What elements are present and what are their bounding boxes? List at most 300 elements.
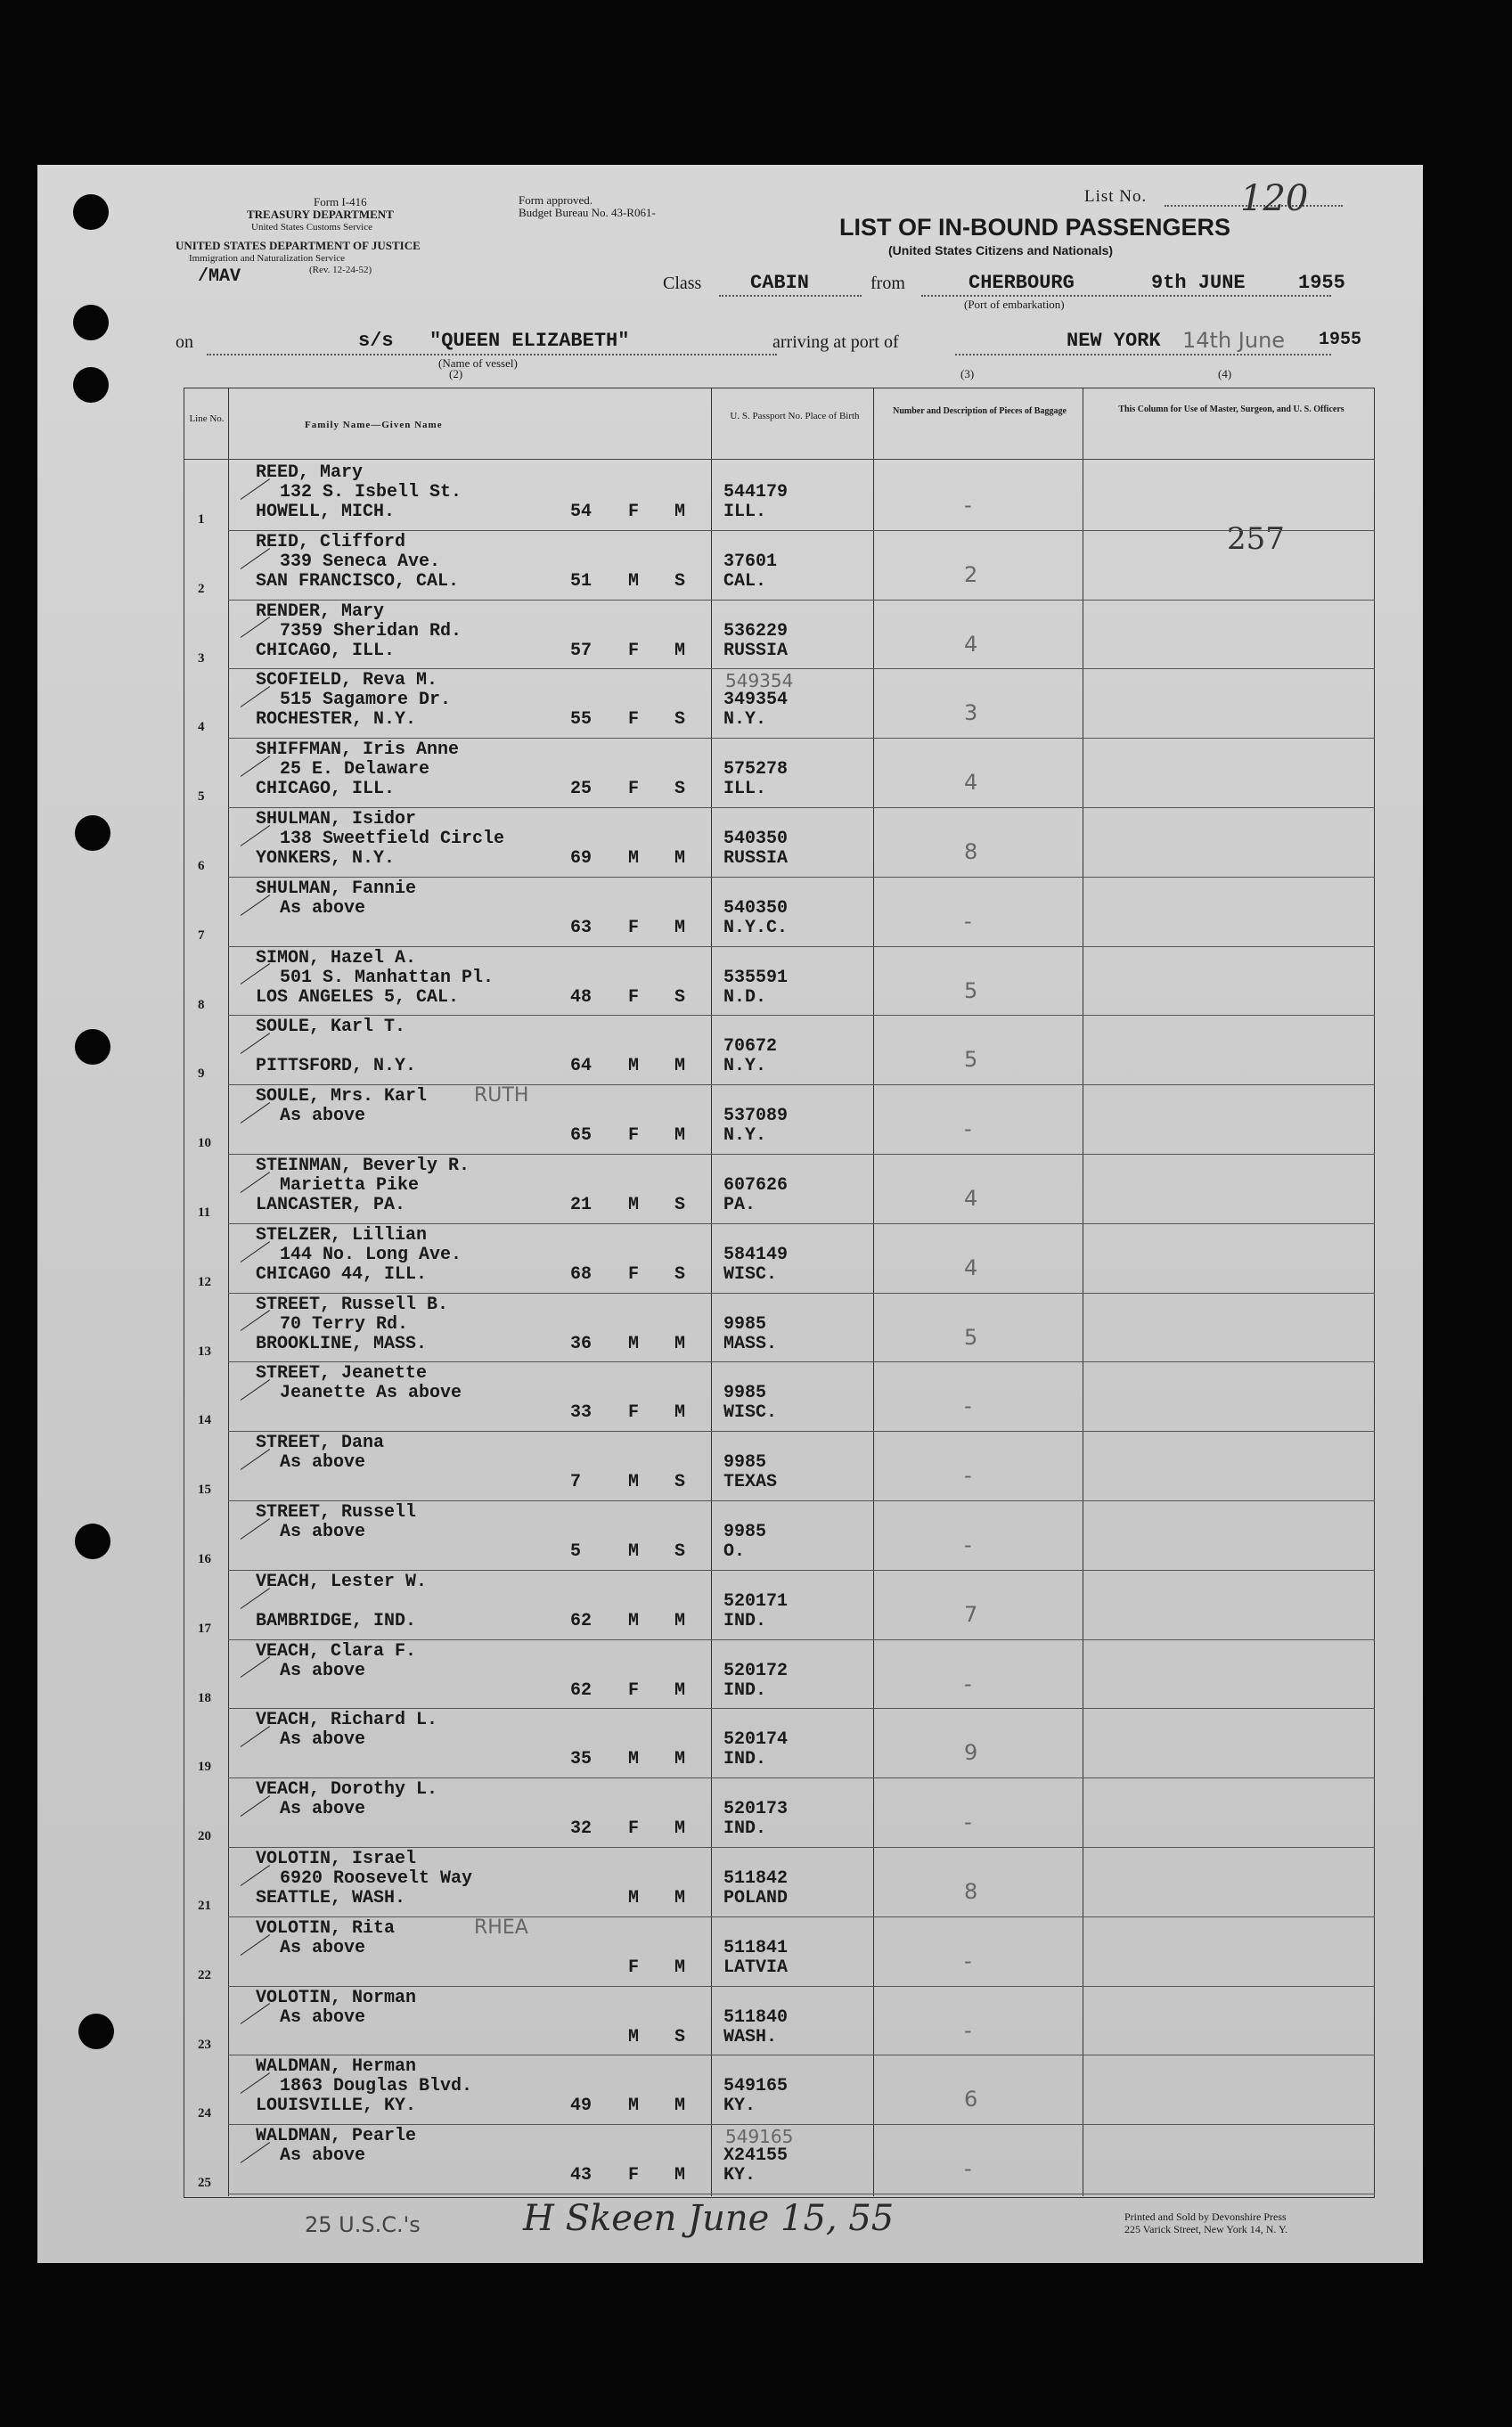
line-number: 12 [198, 1274, 211, 1289]
class-value: CABIN [750, 272, 810, 294]
baggage-count: - [964, 1532, 972, 1557]
passenger-name: STREET, Dana [256, 1433, 385, 1454]
passenger-name: VOLOTIN, Israel [256, 1849, 417, 1869]
passport-number: 520174 [723, 1729, 789, 1751]
list-no-value: 120 [1240, 178, 1309, 219]
passenger-name: VEACH, Dorothy L. [256, 1779, 438, 1801]
table-row [37, 1431, 1423, 1500]
age: 65 [570, 1125, 593, 1147]
place-of-birth: WISC. [723, 1263, 778, 1285]
passport-number: 575278 [723, 759, 789, 780]
place-of-birth: WASH. [723, 2026, 778, 2047]
address-line-2: LOUISVILLE, KY. [256, 2096, 417, 2117]
marital-status: M [674, 1125, 686, 1147]
marital-status: M [674, 1333, 686, 1354]
passenger-name: VEACH, Clara F. [256, 1640, 417, 1662]
vessel-note: (Name of vessel) [438, 356, 518, 370]
table-row [37, 877, 1423, 946]
sex: F [628, 1818, 640, 1840]
baggage-count: - [964, 1810, 972, 1835]
table-row [37, 1500, 1423, 1570]
address-line-2: LOS ANGELES 5, CAL. [256, 986, 460, 1008]
marital-status: M [674, 2165, 686, 2186]
table-row [37, 1916, 1423, 1986]
marital-status: S [674, 986, 686, 1008]
passport-number: 70672 [723, 1036, 778, 1058]
age: 21 [570, 1195, 593, 1215]
age: 51 [570, 570, 593, 592]
table-row [37, 1986, 1423, 2055]
address-line-1: As above [280, 2006, 366, 2028]
pencil-annotation: RHEA [474, 1916, 528, 1939]
vessel-line [207, 354, 777, 355]
passenger-name: SHULMAN, Fannie [256, 878, 417, 899]
col-number-2: (2) [449, 367, 463, 380]
vessel-value: "QUEEN ELIZABETH" [429, 330, 630, 352]
col-number-3: (3) [960, 367, 975, 380]
customs-service: United States Customs Service [251, 222, 372, 233]
mav-code: /MAV [198, 266, 241, 287]
line-number: 15 [198, 1483, 211, 1498]
passenger-name: SHIFFMAN, Iris Anne [256, 740, 460, 761]
passenger-name: VEACH, Richard L. [256, 1710, 438, 1731]
marital-status: S [674, 1472, 686, 1493]
inspector-signature: H Skeen June 15, 55 [523, 2198, 895, 2239]
sex: F [628, 1263, 640, 1285]
baggage-count: 4 [964, 1254, 978, 1280]
baggage-count: - [964, 908, 972, 934]
sex: F [628, 1679, 640, 1701]
address-line-1: As above [280, 1799, 366, 1820]
sex: M [628, 1333, 640, 1354]
table-row [37, 1708, 1423, 1777]
passenger-name: VOLOTIN, Norman [256, 1987, 417, 2008]
line-number: 25 [198, 2176, 211, 2191]
passport-number: 520173 [723, 1799, 789, 1820]
table-row [37, 1084, 1423, 1154]
marital-status: M [674, 2096, 686, 2117]
vessel-prefix: s/s [358, 330, 394, 352]
address-line-1: 1863 Douglas Blvd. [280, 2076, 473, 2097]
address-line-2: YONKERS, N.Y. [256, 848, 396, 869]
line-number: 5 [198, 789, 205, 805]
list-no-label: List No. [1084, 187, 1148, 206]
baggage-count: - [964, 1393, 972, 1419]
passenger-name: SOULE, Karl T. [256, 1017, 406, 1038]
arriving-label: arriving at port of [772, 332, 899, 352]
address-line-1: 138 Sweetfield Circle [280, 829, 505, 849]
baggage-count: 5 [964, 977, 978, 1003]
address-line-2: PITTSFORD, N.Y. [256, 1056, 417, 1077]
age: 55 [570, 709, 593, 731]
address-line-1: 7359 Sheridan Rd. [280, 620, 462, 641]
pencil-annotation: 549165 [725, 2126, 794, 2148]
table-row [37, 461, 1423, 530]
line-number: 17 [198, 1621, 211, 1636]
sex: F [628, 502, 640, 522]
total-count: 25 U.S.C.'s [305, 2212, 421, 2237]
passport-number: 544179 [723, 482, 789, 503]
sex: M [628, 1472, 640, 1493]
place-of-birth: IND. [723, 1818, 767, 1840]
table-row [37, 1015, 1423, 1084]
address-line-2: CHICAGO, ILL. [256, 779, 396, 800]
sex: M [628, 1888, 640, 1908]
place-of-birth: N.Y. [723, 1125, 767, 1147]
address-line-2: BAMBRIDGE, IND. [256, 1610, 417, 1631]
line-number: 23 [198, 2037, 211, 2052]
baggage-count: - [964, 1463, 972, 1489]
address-line-2: CHICAGO 44, ILL. [256, 1263, 428, 1285]
place-of-birth: IND. [723, 1749, 767, 1770]
table-row [37, 1570, 1423, 1639]
col-number-4: (4) [1218, 367, 1232, 380]
passenger-name: SHULMAN, Isidor [256, 809, 417, 829]
passport-number: 535591 [723, 967, 789, 988]
line-number: 2 [198, 581, 205, 596]
address-line-1: As above [280, 1522, 366, 1542]
place-of-birth: KY. [723, 2096, 756, 2117]
table-row [37, 1639, 1423, 1709]
embark-note: (Port of embarkation) [964, 298, 1065, 311]
passport-number: 511840 [723, 2006, 789, 2028]
marital-status: M [674, 640, 686, 661]
baggage-count: 2 [964, 561, 978, 587]
age: 62 [570, 1610, 593, 1631]
class-label: Class [663, 274, 702, 293]
line-number: 20 [198, 1829, 211, 1844]
baggage-count: 7 [964, 1601, 978, 1627]
passport-number: 549165 [723, 2076, 789, 2097]
line-number: 8 [198, 997, 205, 1012]
place-of-birth: RUSSIA [723, 640, 789, 661]
line-number: 18 [198, 1690, 211, 1705]
sex: F [628, 1957, 640, 1978]
passenger-name: VEACH, Lester W. [256, 1571, 428, 1592]
passenger-name: RENDER, Mary [256, 601, 385, 622]
header-officers: This Column for Use of Master, Surgeon, and U. S. Officers [1118, 404, 1344, 414]
passport-number: 584149 [723, 1244, 789, 1265]
passenger-name: STEINMAN, Beverly R. [256, 1156, 470, 1176]
printer-line-2: 225 Varick Street, New York 14, N. Y. [1124, 2223, 1288, 2235]
place-of-birth: POLAND [723, 1888, 789, 1908]
line-number: 21 [198, 1899, 211, 1913]
sex: F [628, 1125, 640, 1147]
address-line-1: 501 S. Manhattan Pl. [280, 967, 494, 988]
revision: (Rev. 12-24-52) [309, 265, 372, 275]
sex: M [628, 1195, 640, 1215]
table-row [37, 1777, 1423, 1847]
table-row [37, 1154, 1423, 1223]
line-number: 4 [198, 720, 205, 735]
marital-status: M [674, 1818, 686, 1840]
marital-status: S [674, 1263, 686, 1285]
age: 5 [570, 1541, 582, 1562]
printer-line-1: Printed and Sold by Devonshire Press [1124, 2210, 1287, 2223]
passport-number: 9985 [723, 1452, 767, 1474]
arrival-year: 1955 [1319, 330, 1362, 350]
table-row [37, 668, 1423, 738]
line-number: 11 [198, 1205, 211, 1220]
place-of-birth: O. [723, 1541, 746, 1562]
binder-hole [73, 305, 109, 340]
sex: F [628, 709, 640, 731]
header-divider [184, 459, 1375, 460]
sex: M [628, 570, 640, 592]
marital-status: S [674, 1541, 686, 1562]
address-line-1: 515 Sagamore Dr. [280, 690, 452, 711]
table-row [37, 2124, 1423, 2194]
officer-note: 257 [1227, 521, 1285, 557]
marital-status: M [674, 1957, 686, 1978]
marital-status: M [674, 502, 686, 522]
place-of-birth: N.D. [723, 986, 767, 1008]
baggage-count: 4 [964, 631, 978, 657]
address-line-2: SEATTLE, WASH. [256, 1888, 406, 1908]
table-row [37, 1223, 1423, 1293]
passport-number: 540350 [723, 897, 789, 919]
marital-status: S [674, 779, 686, 800]
line-number: 9 [198, 1066, 205, 1082]
age: 7 [570, 1472, 582, 1493]
manifest-page [37, 165, 1423, 2263]
passport-number: 37601 [723, 551, 778, 572]
from-value: CHERBOURG [968, 272, 1075, 294]
passenger-name: STREET, Russell [256, 1502, 417, 1523]
passenger-name: REED, Mary [256, 462, 364, 483]
sex: F [628, 917, 640, 938]
baggage-count: 9 [964, 1740, 978, 1766]
baggage-count: - [964, 493, 972, 518]
passport-number: X24155 [723, 2145, 789, 2167]
baggage-count: 4 [964, 1186, 978, 1211]
sex: F [628, 2165, 640, 2186]
place-of-birth: WISC. [723, 1402, 778, 1424]
baggage-count: 8 [964, 839, 978, 864]
address-line-1: As above [280, 897, 366, 919]
place-of-birth: IND. [723, 1610, 767, 1631]
line-number: 6 [198, 859, 205, 873]
passenger-name: STREET, Russell B. [256, 1294, 449, 1315]
address-line-1: As above [280, 1729, 366, 1751]
ins-service: Immigration and Naturalization Service [189, 253, 346, 264]
marital-status: S [674, 709, 686, 731]
page-subtitle: (United States Citizens and Nationals) [888, 243, 1114, 257]
marital-status: M [674, 1749, 686, 1770]
binder-hole [75, 1029, 110, 1065]
marital-status: M [674, 1888, 686, 1908]
place-of-birth: N.Y. [723, 1056, 767, 1077]
address-line-1: Marietta Pike [280, 1175, 420, 1196]
header-baggage: Number and Description of Pieces of Baggage [893, 406, 1067, 416]
port-value: NEW YORK [1067, 330, 1161, 352]
passenger-name: STELZER, Lillian [256, 1224, 428, 1246]
page-title: LIST OF IN-BOUND PASSENGERS [839, 214, 1231, 241]
place-of-birth: RUSSIA [723, 848, 789, 869]
sex: M [628, 1541, 640, 1562]
baggage-count: - [964, 1671, 972, 1696]
passenger-name: WALDMAN, Herman [256, 2056, 417, 2078]
header-line-no: Line No. [189, 413, 225, 424]
place-of-birth: IND. [723, 1679, 767, 1701]
line-number: 3 [198, 650, 205, 666]
pencil-annotation: RUTH [474, 1084, 529, 1107]
sex: M [628, 1610, 640, 1631]
justice-dept: UNITED STATES DEPARTMENT OF JUSTICE [176, 239, 421, 252]
baggage-count: - [964, 1116, 972, 1142]
line-number: 24 [198, 2106, 211, 2121]
table-row [37, 946, 1423, 1016]
baggage-count: 6 [964, 2087, 978, 2112]
passport-number: 520171 [723, 1590, 789, 1612]
line-number: 1 [198, 512, 205, 527]
passport-number: 349354 [723, 690, 789, 711]
table-row [37, 600, 1423, 669]
passenger-name: SOULE, Mrs. Karl [256, 1086, 428, 1107]
sex: M [628, 2096, 640, 2117]
address-line-1: 339 Seneca Ave. [280, 551, 441, 572]
passport-number: 536229 [723, 620, 789, 641]
address-line-1: 6920 Roosevelt Way [280, 1868, 473, 1889]
address-line-2: LANCASTER, PA. [256, 1195, 406, 1215]
header-passport: U. S. Passport No. Place of Birth [730, 411, 860, 421]
address-line-2: BROOKLINE, MASS. [256, 1333, 428, 1354]
table-row [37, 738, 1423, 807]
age: 54 [570, 502, 593, 522]
marital-status: M [674, 1056, 686, 1077]
passport-number: 607626 [723, 1175, 789, 1196]
address-line-2: HOWELL, MICH. [256, 502, 396, 522]
passport-number: 9985 [723, 1522, 767, 1542]
address-line-1: As above [280, 1106, 366, 1127]
age: 49 [570, 2096, 593, 2117]
place-of-birth: N.Y.C. [723, 917, 789, 938]
sex: M [628, 1749, 640, 1770]
address-line-2: ROCHESTER, N.Y. [256, 709, 417, 731]
address-line-1: As above [280, 1452, 366, 1474]
marital-status: M [674, 848, 686, 869]
header-name: Family Name—Given Name [305, 420, 443, 430]
place-of-birth: MASS. [723, 1333, 778, 1354]
address-line-1: As above [280, 1937, 366, 1958]
address-line-2: SAN FRANCISCO, CAL. [256, 570, 460, 592]
place-of-birth: CAL. [723, 570, 767, 592]
sex: F [628, 779, 640, 800]
passport-number: 511841 [723, 1937, 789, 1958]
table-row [37, 1293, 1423, 1362]
passenger-name: STREET, Jeanette [256, 1363, 428, 1385]
age: 33 [570, 1402, 593, 1424]
passport-number: 540350 [723, 829, 789, 849]
passenger-name: SCOFIELD, Reva M. [256, 670, 438, 691]
baggage-count: 5 [964, 1047, 978, 1073]
arrival-date: 14th June [1182, 328, 1286, 353]
table-row [37, 530, 1423, 600]
line-number: 22 [198, 1967, 211, 1982]
age: 43 [570, 2165, 593, 2186]
passenger-name: REID, Clifford [256, 531, 406, 552]
address-line-1: Jeanette As above [280, 1383, 462, 1404]
from-line [921, 295, 1331, 297]
place-of-birth: TEXAS [723, 1472, 778, 1493]
baggage-count: 5 [964, 1324, 978, 1350]
table-row [37, 807, 1423, 877]
baggage-count: 4 [964, 770, 978, 796]
passport-number: 520172 [723, 1660, 789, 1681]
baggage-count: - [964, 2156, 972, 2182]
marital-status: M [674, 917, 686, 938]
place-of-birth: ILL. [723, 502, 767, 522]
place-of-birth: KY. [723, 2165, 756, 2186]
place-of-birth: PA. [723, 1195, 756, 1215]
age: 35 [570, 1749, 593, 1770]
line-number: 13 [198, 1344, 211, 1359]
passenger-name: VOLOTIN, Rita [256, 1917, 396, 1939]
address-line-2: CHICAGO, ILL. [256, 640, 396, 661]
pencil-annotation: 549354 [725, 670, 794, 692]
place-of-birth: N.Y. [723, 709, 767, 731]
address-line-1: As above [280, 1660, 366, 1681]
port-line [955, 354, 1331, 355]
baggage-count: 8 [964, 1879, 978, 1904]
table-row [37, 1847, 1423, 1916]
age: 36 [570, 1333, 593, 1354]
address-line-1: 70 Terry Rd. [280, 1313, 409, 1335]
sex: M [628, 1056, 640, 1077]
budget-bureau: Budget Bureau No. 43-R061- [519, 206, 656, 219]
marital-status: S [674, 570, 686, 592]
age: 25 [570, 779, 593, 800]
marital-status: S [674, 2026, 686, 2047]
passport-number: 9985 [723, 1313, 767, 1335]
table-row [37, 2055, 1423, 2124]
passport-number: 537089 [723, 1106, 789, 1127]
sex: F [628, 640, 640, 661]
place-of-birth: LATVIA [723, 1957, 789, 1978]
age: 68 [570, 1263, 593, 1285]
marital-status: M [674, 1610, 686, 1631]
sex: F [628, 986, 640, 1008]
age: 48 [570, 986, 593, 1008]
age: 32 [570, 1818, 593, 1840]
sex: M [628, 2026, 640, 2047]
passenger-name: WALDMAN, Pearle [256, 2126, 417, 2147]
place-of-birth: ILL. [723, 779, 767, 800]
line-number: 7 [198, 927, 205, 943]
class-line [719, 295, 862, 297]
address-line-1: As above [280, 2145, 366, 2167]
address-line-1: 132 S. Isbell St. [280, 482, 462, 503]
form-approved: Form approved. [519, 193, 593, 207]
binder-hole [75, 815, 110, 851]
marital-status: M [674, 1402, 686, 1424]
binder-hole [78, 2014, 114, 2049]
marital-status: S [674, 1195, 686, 1215]
embark-date: 9th JUNE [1151, 272, 1246, 294]
passenger-name: SIMON, Hazel A. [256, 947, 417, 968]
address-line-1: 25 E. Delaware [280, 759, 430, 780]
line-number: 19 [198, 1760, 211, 1775]
baggage-count: 3 [964, 700, 978, 726]
age: 69 [570, 848, 593, 869]
age: 62 [570, 1679, 593, 1701]
from-label: from [870, 274, 905, 293]
line-number: 14 [198, 1413, 211, 1428]
age: 63 [570, 917, 593, 938]
binder-hole [73, 367, 109, 403]
line-number: 16 [198, 1552, 211, 1566]
sex: F [628, 1402, 640, 1424]
